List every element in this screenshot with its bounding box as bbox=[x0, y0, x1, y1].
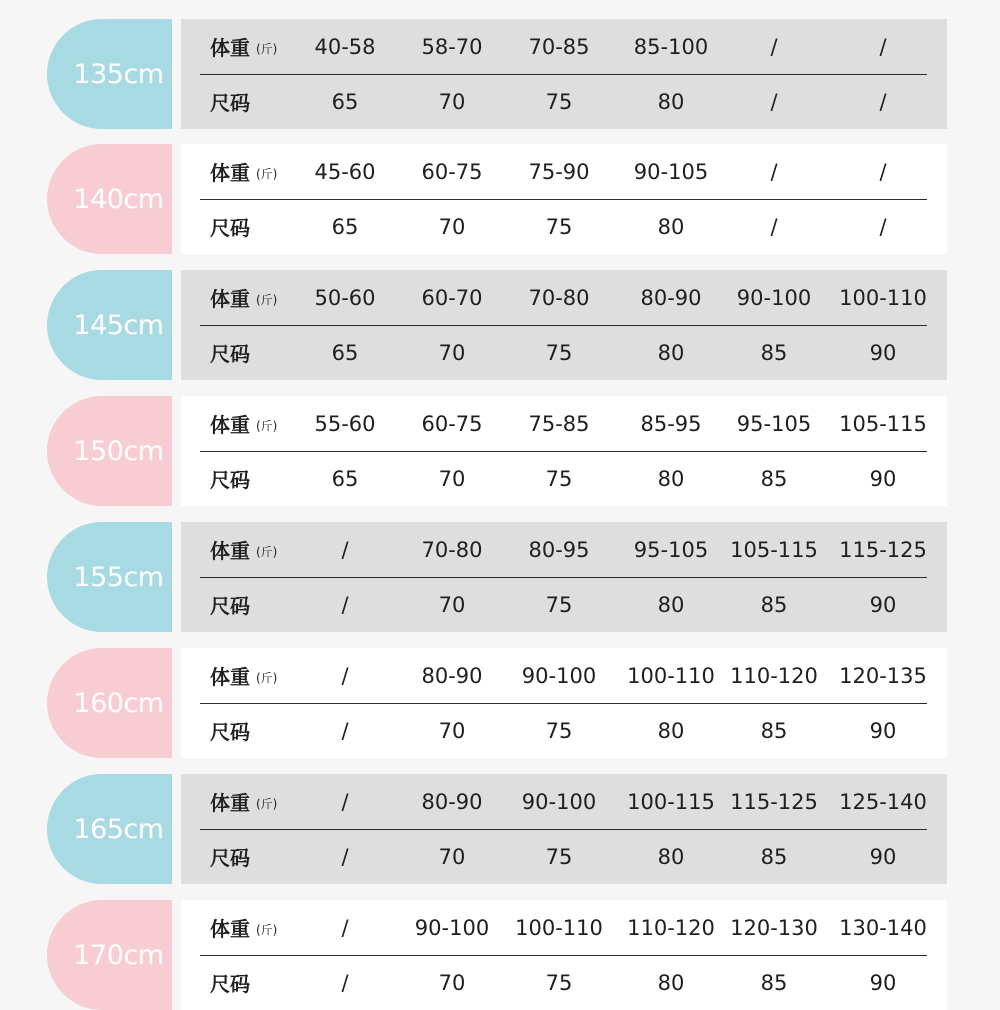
weight-label-text: 体重 bbox=[210, 539, 250, 563]
height-tab: 145cm bbox=[47, 270, 172, 380]
weight-cell: 80-90 bbox=[421, 663, 483, 688]
weight-cell: / bbox=[770, 159, 778, 184]
weight-cell: 110-120 bbox=[730, 663, 818, 688]
weight-label-text: 体重 bbox=[210, 36, 250, 60]
weight-cell: 90-100 bbox=[521, 789, 597, 814]
size-group-135cm bbox=[0, 19, 1000, 129]
weight-cell: / bbox=[770, 34, 778, 59]
weight-cell: 85-100 bbox=[633, 34, 709, 59]
size-row bbox=[181, 577, 947, 632]
weight-row bbox=[181, 270, 947, 325]
size-group-155cm bbox=[0, 522, 1000, 632]
size-group-140cm bbox=[0, 144, 1000, 254]
size-cell: 75 bbox=[545, 844, 573, 869]
size-cell: 70 bbox=[438, 592, 466, 617]
size-cell: 90 bbox=[869, 592, 897, 617]
size-cell: 80 bbox=[657, 214, 685, 239]
size-cell: 75 bbox=[545, 466, 573, 491]
weight-cell: 115-125 bbox=[839, 537, 927, 562]
size-cell: 90 bbox=[869, 466, 897, 491]
weight-cell: 80-90 bbox=[421, 789, 483, 814]
weight-cell: 90-100 bbox=[414, 915, 490, 940]
height-tab: 140cm bbox=[47, 144, 172, 254]
weight-row bbox=[181, 522, 947, 577]
weight-cell: 70-80 bbox=[421, 537, 483, 562]
size-cell: 80 bbox=[657, 340, 685, 365]
size-group-150cm bbox=[0, 396, 1000, 506]
height-tab: 160cm bbox=[47, 648, 172, 758]
weight-label-text: 体重 bbox=[210, 917, 250, 941]
size-cell: 80 bbox=[657, 592, 685, 617]
size-cell: 70 bbox=[438, 718, 466, 743]
size-cell: / bbox=[341, 844, 349, 869]
weight-cell: / bbox=[341, 663, 349, 688]
weight-cell: 60-70 bbox=[421, 285, 483, 310]
weight-cell: 95-105 bbox=[633, 537, 709, 562]
size-cell: 85 bbox=[760, 592, 788, 617]
size-table bbox=[181, 522, 947, 632]
weight-label bbox=[210, 396, 277, 451]
weight-cell: 120-135 bbox=[839, 663, 927, 688]
weight-label-text: 体重 bbox=[210, 287, 250, 311]
size-cell: 70 bbox=[438, 214, 466, 239]
size-cell: 75 bbox=[545, 592, 573, 617]
weight-cell: 70-80 bbox=[528, 285, 590, 310]
size-cell: 65 bbox=[331, 89, 359, 114]
size-table bbox=[181, 396, 947, 506]
size-label: 尺码 bbox=[210, 846, 250, 870]
size-cell: / bbox=[770, 89, 778, 114]
size-cell: 70 bbox=[438, 844, 466, 869]
weight-cell: 90-105 bbox=[633, 159, 709, 184]
size-cell: 65 bbox=[331, 340, 359, 365]
weight-label bbox=[210, 144, 277, 199]
weight-unit: (斤) bbox=[256, 671, 278, 685]
size-row bbox=[181, 955, 947, 1010]
weight-unit: (斤) bbox=[256, 923, 278, 937]
size-row bbox=[181, 325, 947, 380]
weight-cell: 115-125 bbox=[730, 789, 818, 814]
size-cell: 75 bbox=[545, 970, 573, 995]
size-table bbox=[181, 270, 947, 380]
weight-cell: 100-110 bbox=[627, 663, 715, 688]
weight-label-text: 体重 bbox=[210, 161, 250, 185]
weight-cell: 105-115 bbox=[730, 537, 818, 562]
weight-cell: 95-105 bbox=[736, 411, 812, 436]
size-label: 尺码 bbox=[210, 91, 250, 115]
size-cell: 65 bbox=[331, 214, 359, 239]
weight-cell: 58-70 bbox=[421, 34, 483, 59]
weight-cell: 90-100 bbox=[521, 663, 597, 688]
weight-cell: 90-100 bbox=[736, 285, 812, 310]
size-row bbox=[181, 451, 947, 506]
weight-label bbox=[210, 270, 277, 325]
weight-label-text: 体重 bbox=[210, 413, 250, 437]
weight-cell: 55-60 bbox=[314, 411, 376, 436]
weight-cell: 50-60 bbox=[314, 285, 376, 310]
size-label: 尺码 bbox=[210, 342, 250, 366]
size-cell: 80 bbox=[657, 89, 685, 114]
weight-cell: 40-58 bbox=[314, 34, 376, 59]
size-cell: / bbox=[341, 970, 349, 995]
weight-row bbox=[181, 900, 947, 955]
weight-unit: (斤) bbox=[256, 42, 278, 56]
weight-label bbox=[210, 522, 277, 577]
size-row bbox=[181, 829, 947, 884]
weight-label-text: 体重 bbox=[210, 791, 250, 815]
weight-cell: 70-85 bbox=[528, 34, 590, 59]
weight-cell: / bbox=[341, 789, 349, 814]
weight-cell: 100-110 bbox=[839, 285, 927, 310]
size-cell: 75 bbox=[545, 718, 573, 743]
weight-cell: 105-115 bbox=[839, 411, 927, 436]
size-table bbox=[181, 19, 947, 129]
weight-row bbox=[181, 19, 947, 74]
size-label: 尺码 bbox=[210, 720, 250, 744]
weight-unit: (斤) bbox=[256, 419, 278, 433]
size-cell: / bbox=[879, 214, 887, 239]
weight-label bbox=[210, 19, 277, 74]
size-cell: 85 bbox=[760, 844, 788, 869]
weight-cell: / bbox=[341, 915, 349, 940]
weight-cell: 100-115 bbox=[627, 789, 715, 814]
size-cell: 80 bbox=[657, 718, 685, 743]
size-cell: 75 bbox=[545, 214, 573, 239]
weight-label-text: 体重 bbox=[210, 665, 250, 689]
size-group-160cm bbox=[0, 648, 1000, 758]
height-tab: 155cm bbox=[47, 522, 172, 632]
size-cell: 90 bbox=[869, 970, 897, 995]
height-tab: 165cm bbox=[47, 774, 172, 884]
weight-unit: (斤) bbox=[256, 797, 278, 811]
size-cell: 85 bbox=[760, 340, 788, 365]
weight-cell: 80-90 bbox=[640, 285, 702, 310]
weight-cell: 120-130 bbox=[730, 915, 818, 940]
weight-label bbox=[210, 648, 277, 703]
size-cell: 85 bbox=[760, 718, 788, 743]
height-tab: 135cm bbox=[47, 19, 172, 129]
size-row bbox=[181, 199, 947, 254]
size-cell: 85 bbox=[760, 466, 788, 491]
size-label: 尺码 bbox=[210, 594, 250, 618]
weight-row bbox=[181, 144, 947, 199]
weight-row bbox=[181, 648, 947, 703]
size-cell: / bbox=[770, 214, 778, 239]
height-tab: 150cm bbox=[47, 396, 172, 506]
weight-unit: (斤) bbox=[256, 293, 278, 307]
size-table bbox=[181, 900, 947, 1010]
size-table bbox=[181, 648, 947, 758]
size-cell: 85 bbox=[760, 970, 788, 995]
size-cell: 80 bbox=[657, 844, 685, 869]
size-cell: / bbox=[341, 718, 349, 743]
size-cell: 90 bbox=[869, 718, 897, 743]
size-cell: 90 bbox=[869, 340, 897, 365]
weight-unit: (斤) bbox=[256, 545, 278, 559]
size-label: 尺码 bbox=[210, 468, 250, 492]
weight-cell: / bbox=[879, 159, 887, 184]
weight-cell: 60-75 bbox=[421, 411, 483, 436]
size-cell: / bbox=[341, 592, 349, 617]
weight-cell: 125-140 bbox=[839, 789, 927, 814]
weight-cell: 80-95 bbox=[528, 537, 590, 562]
size-cell: 70 bbox=[438, 340, 466, 365]
size-cell: 75 bbox=[545, 340, 573, 365]
weight-cell: 85-95 bbox=[640, 411, 702, 436]
size-row bbox=[181, 74, 947, 129]
size-label: 尺码 bbox=[210, 972, 250, 996]
size-group-170cm bbox=[0, 900, 1000, 1010]
weight-cell: / bbox=[879, 34, 887, 59]
size-cell: 75 bbox=[545, 89, 573, 114]
weight-cell: 75-90 bbox=[528, 159, 590, 184]
weight-cell: 130-140 bbox=[839, 915, 927, 940]
weight-cell: 60-75 bbox=[421, 159, 483, 184]
size-label: 尺码 bbox=[210, 216, 250, 240]
weight-label bbox=[210, 900, 277, 955]
weight-cell: 45-60 bbox=[314, 159, 376, 184]
size-cell: 70 bbox=[438, 466, 466, 491]
size-table bbox=[181, 144, 947, 254]
size-table bbox=[181, 774, 947, 884]
weight-row bbox=[181, 774, 947, 829]
weight-row bbox=[181, 396, 947, 451]
weight-cell: / bbox=[341, 537, 349, 562]
weight-cell: 110-120 bbox=[627, 915, 715, 940]
size-cell: 90 bbox=[869, 844, 897, 869]
size-cell: 80 bbox=[657, 970, 685, 995]
weight-label bbox=[210, 774, 277, 829]
weight-unit: (斤) bbox=[256, 167, 278, 181]
size-row bbox=[181, 703, 947, 758]
size-cell: 65 bbox=[331, 466, 359, 491]
size-cell: 80 bbox=[657, 466, 685, 491]
weight-cell: 100-110 bbox=[515, 915, 603, 940]
size-group-165cm bbox=[0, 774, 1000, 884]
size-cell: 70 bbox=[438, 970, 466, 995]
size-cell: 70 bbox=[438, 89, 466, 114]
size-cell: / bbox=[879, 89, 887, 114]
height-tab: 170cm bbox=[47, 900, 172, 1010]
weight-cell: 75-85 bbox=[528, 411, 590, 436]
size-group-145cm bbox=[0, 270, 1000, 380]
